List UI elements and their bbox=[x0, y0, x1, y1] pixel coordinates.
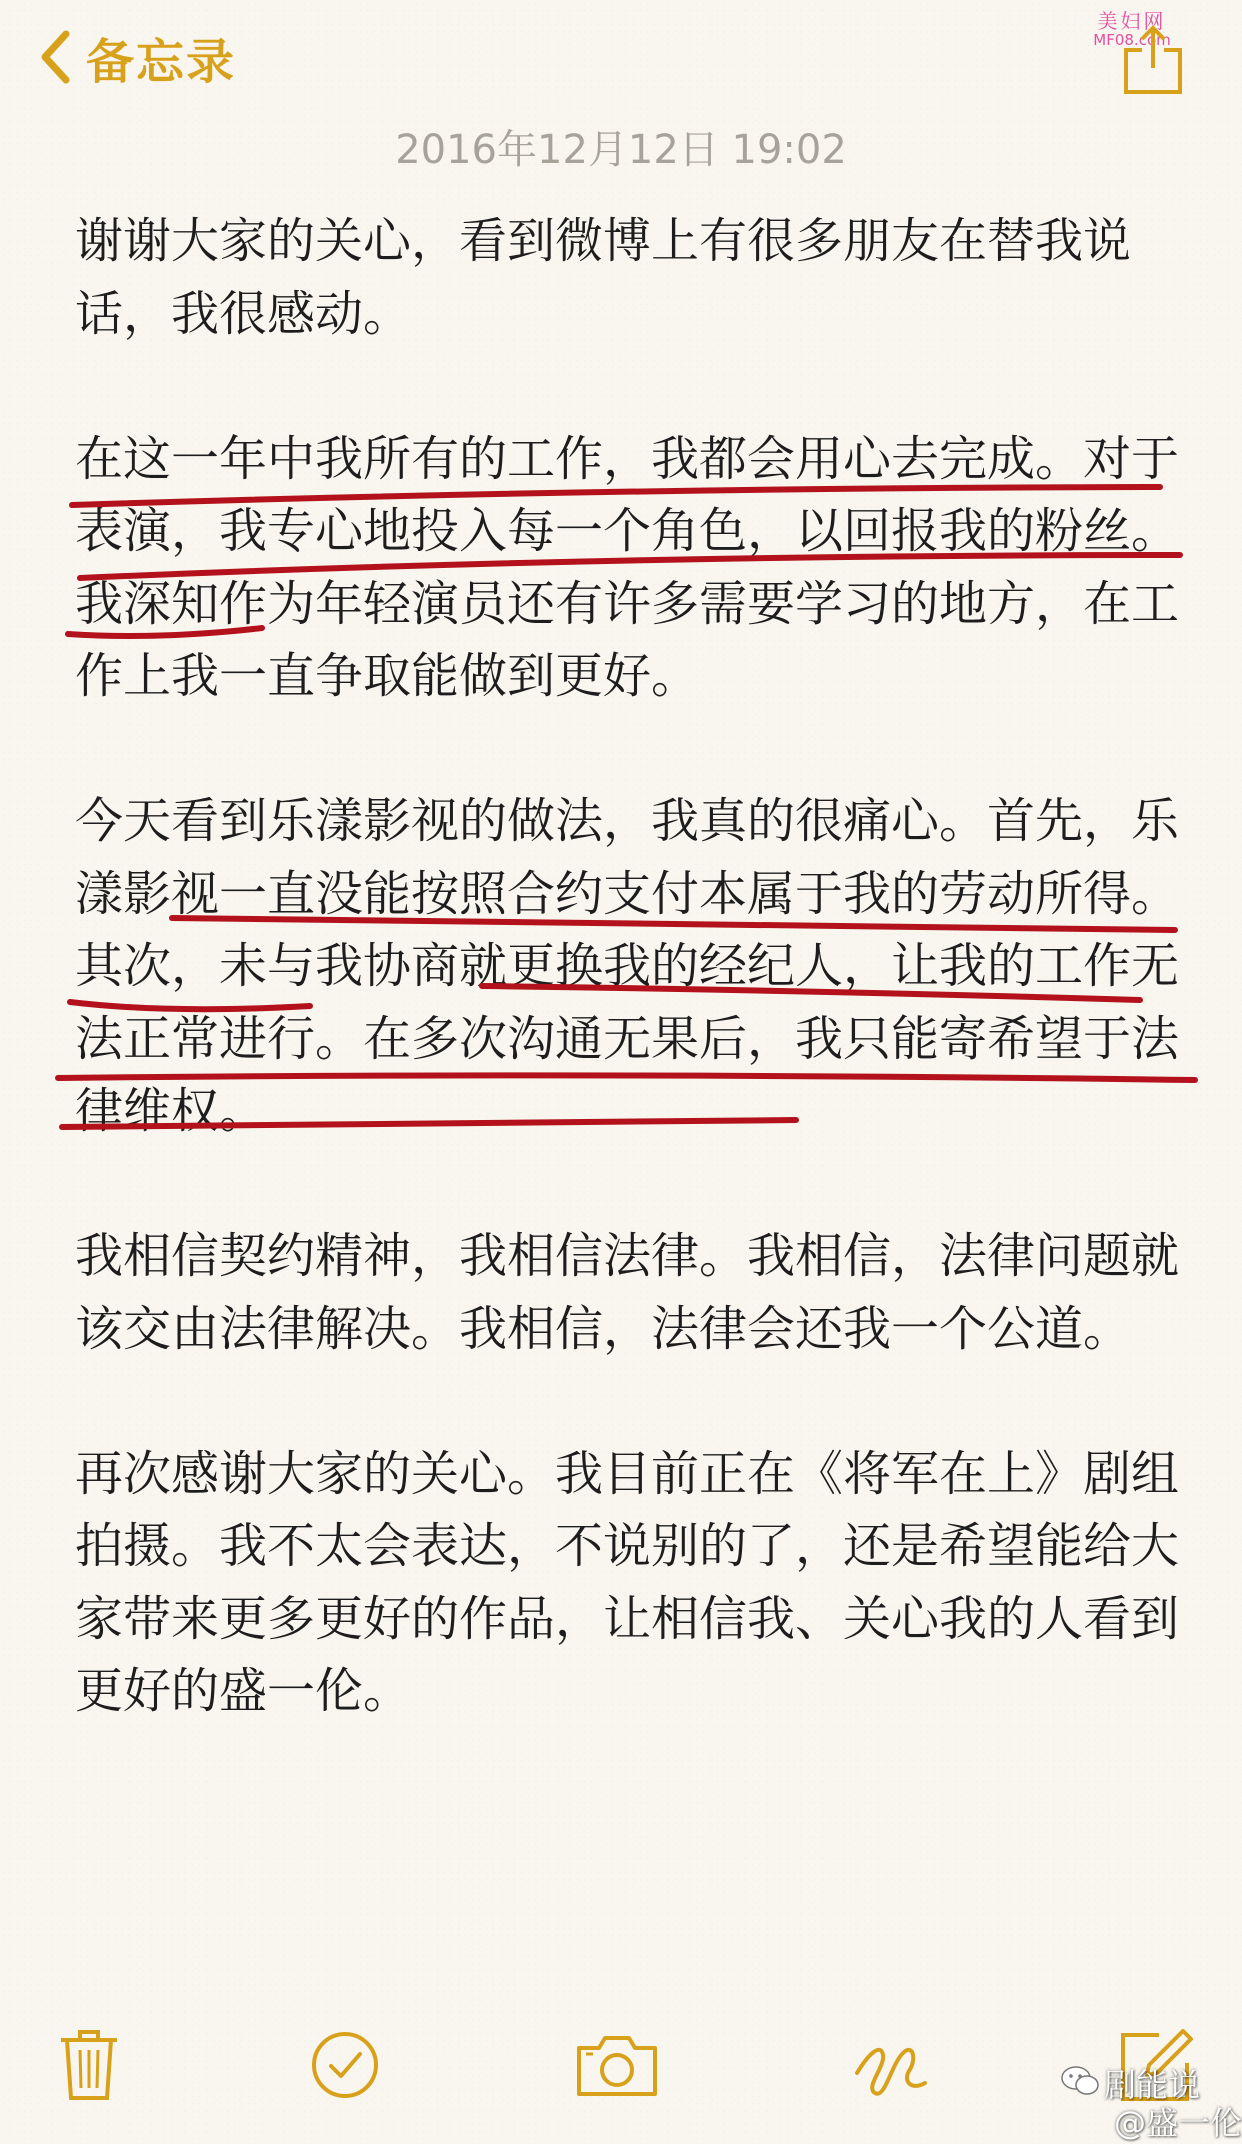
note-body[interactable] bbox=[75, 205, 1185, 1800]
note-paragraph: 今天看到乐漾影视的做法，我真的很痛心。首先，乐漾影视一直没能按照合约支付本属于我的劳动所得。其次，未与我协商就更换我的经纪人，让我的工作无法正常进行。在多次沟通无果后，我只能寄希望于法律维权。 bbox=[75, 793, 1180, 1139]
wechat-watermark bbox=[1060, 2060, 1240, 2140]
sketch-button[interactable] bbox=[846, 2020, 936, 2110]
checklist-icon bbox=[310, 2030, 380, 2100]
watermark-en-text: MF08.com bbox=[1093, 31, 1171, 49]
watermark-author-handle: @盛一伦 bbox=[1114, 2104, 1242, 2142]
sketch-icon bbox=[851, 2025, 931, 2105]
camera-button[interactable] bbox=[572, 2020, 662, 2110]
back-button[interactable] bbox=[40, 22, 236, 92]
note-paragraph: 我相信契约精神，我相信法律。我相信，法律问题就该交由法律解决。我相信，法律会还我一个公道。 bbox=[75, 1228, 1180, 1357]
checklist-button[interactable] bbox=[300, 2020, 390, 2110]
watermark-cn-text: 美妇网 bbox=[1097, 9, 1167, 33]
trash-icon bbox=[58, 2028, 120, 2102]
camera-icon bbox=[575, 2032, 659, 2098]
back-button-label: 备忘录 bbox=[86, 33, 237, 90]
note-paragraph: 谢谢大家的关心，看到微博上有很多朋友在替我说话，我很感动。 bbox=[75, 213, 1132, 342]
note-paragraph: 再次感谢大家的关心。我目前正在《将军在上》剧组拍摄。我不太会表达，不说别的了，还是希望能给大家带来更多更好的作品，让相信我、关心我的人看到更好的盛一伦。 bbox=[75, 1445, 1180, 1719]
wechat-icon bbox=[1060, 2064, 1100, 2098]
bottom-toolbar bbox=[0, 2020, 1242, 2130]
chevron-left-icon bbox=[40, 30, 70, 84]
navigation-bar bbox=[0, 0, 1242, 120]
note-timestamp: 2016年12月12日 19:02 bbox=[395, 127, 847, 173]
delete-button[interactable] bbox=[44, 2020, 134, 2110]
note-paragraph: 在这一年中我所有的工作，我都会用心去完成。对于表演，我专心地投入每一个角色，以回报我的粉丝。我深知作为年轻演员还有许多需要学习的地方，在工作上我一直争取能做到更好。 bbox=[75, 430, 1180, 704]
share-icon bbox=[1122, 24, 1184, 96]
watermark-account-name: 剧能说 bbox=[1104, 2066, 1201, 2104]
share-button[interactable] bbox=[1122, 24, 1184, 96]
